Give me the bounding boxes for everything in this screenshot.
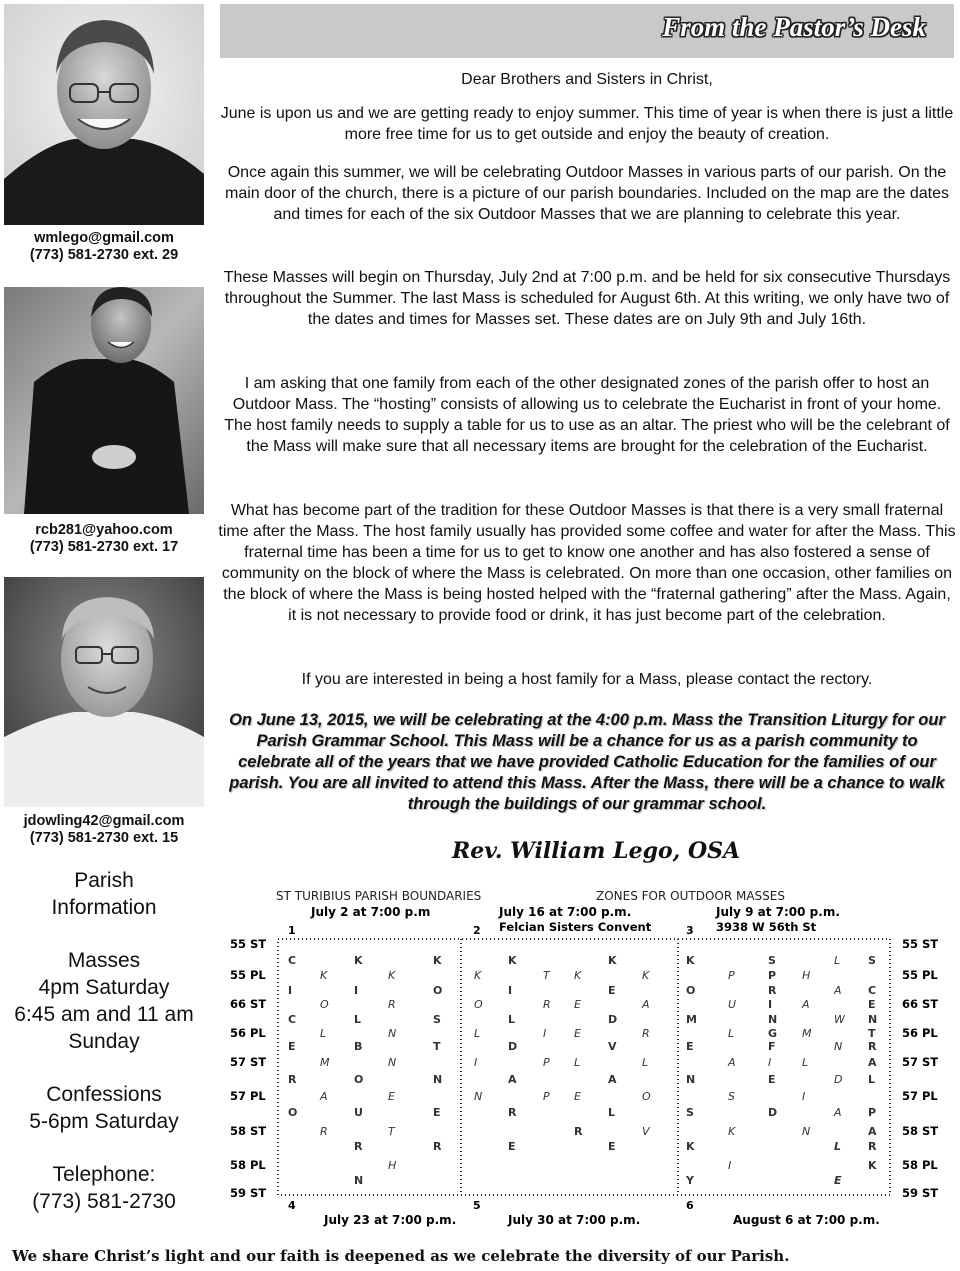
svg-text:K: K [574, 969, 582, 982]
svg-text:E: E [686, 1040, 694, 1053]
svg-text:R: R [543, 998, 551, 1011]
masses-label: Masses [67, 949, 141, 972]
announcement: On June 13, 2015, we will be celebrating at the 4:00 p.m. Mass the Transition Liturgy for our Parish Grammar School. This Mass will be a chance for us as a parish community to celebrate all of the years that we have provided Catholic Education for the families of our parish. You are all invited to attend this Mass. After the Mass, there will be a chance to walk through the buildings of our grammar school. [229, 711, 945, 813]
svg-text:C: C [288, 1013, 297, 1026]
deacon-photo [4, 577, 204, 807]
svg-text:N: N [474, 1090, 483, 1103]
svg-text:R: R [388, 998, 396, 1011]
street-label: 58 PL [230, 1158, 266, 1172]
svg-text:K: K [433, 954, 442, 967]
svg-text:I: I [768, 998, 773, 1011]
svg-text:F: F [768, 1040, 776, 1053]
svg-text:E: E [574, 1090, 581, 1103]
svg-text:T: T [388, 1125, 395, 1138]
svg-text:O: O [686, 984, 696, 997]
telephone-label: Telephone: [52, 1163, 156, 1186]
zone-date: July 16 at 7:00 p.m. [499, 905, 632, 919]
street-label: 57 ST [230, 1055, 267, 1069]
staff-email[interactable]: rcb281@yahoo.com [35, 522, 173, 538]
svg-text:H: H [388, 1159, 397, 1172]
svg-text:K: K [642, 969, 650, 982]
zone-date: July 2 at 7:00 p.m [311, 905, 431, 919]
svg-text:R: R [433, 1140, 442, 1153]
staff-contact [4, 813, 204, 847]
svg-text:E: E [574, 998, 581, 1011]
street-label: 57 ST [902, 1055, 939, 1069]
zone-number: 3 [686, 924, 694, 937]
svg-text:V: V [642, 1125, 650, 1138]
street-label: 66 ST [902, 997, 939, 1011]
svg-text:R: R [868, 1040, 877, 1053]
svg-text:S: S [686, 1106, 694, 1119]
svg-text:P: P [868, 1106, 877, 1119]
svg-text:T: T [433, 1040, 441, 1053]
svg-text:T: T [543, 969, 550, 982]
svg-text:O: O [320, 998, 329, 1011]
svg-text:B: B [354, 1040, 363, 1053]
svg-text:L: L [834, 1140, 842, 1153]
pastor-photo [4, 4, 204, 225]
svg-text:L: L [574, 1056, 581, 1069]
svg-text:I: I [508, 984, 513, 997]
svg-text:N: N [388, 1056, 397, 1069]
street-label: 56 PL [902, 1026, 938, 1040]
svg-text:N: N [388, 1027, 397, 1040]
svg-text:K: K [388, 969, 396, 982]
svg-text:S: S [728, 1090, 735, 1103]
map-title-left: ST TURIBIUS PARISH BOUNDARIES [276, 889, 482, 903]
mass-time: 4pm Saturday [38, 976, 170, 999]
confessions-time: 5-6pm Saturday [29, 1110, 179, 1133]
zone-note: 3938 W 56th St [716, 920, 817, 934]
letter-paragraph: Once again this summer, we will be celebrating Outdoor Masses in various parts of our parish. On the main door of the church, there is a picture of our parish boundaries. Included on the map are the dates and times for each of the six Outdoor Masses that we are planning to celebrate this year. [225, 164, 949, 223]
letter-paragraph: I am asking that one family from each of the other designated zones of the parish offer to host an Outdoor Mass. The “hosting” consists of allowing us to celebrate the Eucharist in front of your home. The host family needs to supply a table for us to use as an altar. The priest who will be the celebrant of the Mass will make sure that all necessary items are brought for the celebration of the Eucharist. [224, 375, 950, 455]
staff-phone: (773) 581-2730 ext. 29 [29, 247, 179, 263]
street-label: 55 PL [230, 968, 266, 982]
svg-text:L: L [320, 1027, 327, 1040]
svg-text:M: M [320, 1056, 330, 1069]
staff-contact [4, 230, 204, 264]
svg-text:K: K [474, 969, 482, 982]
staff-email[interactable]: jdowling42@gmail.com [23, 813, 185, 829]
svg-text:N: N [354, 1174, 364, 1187]
svg-text:A: A [320, 1090, 328, 1103]
svg-text:O: O [433, 984, 443, 997]
zone-number: 5 [473, 1199, 481, 1212]
parish-zone-map [216, 884, 956, 1234]
svg-text:A: A [608, 1073, 617, 1086]
letter-paragraph: These Masses will begin on Thursday, July 2nd at 7:00 p.m. and be held for six consecutive Thursdays throughout the Summer. The last Mass is scheduled for August 6th. At this writing, we only have two of the dates and times for Masses set. These dates are on July 9th and July 16th. [223, 269, 951, 328]
svg-text:I: I [288, 984, 293, 997]
street-label: 66 ST [230, 997, 267, 1011]
svg-text:D: D [834, 1073, 843, 1086]
staff-phone: (773) 581-2730 ext. 17 [29, 539, 179, 555]
svg-text:L: L [802, 1056, 809, 1069]
svg-text:R: R [320, 1125, 328, 1138]
svg-text:R: R [574, 1125, 583, 1138]
associate-pastor-photo [4, 287, 204, 514]
letter-paragraph: If you are interested in being a host family for a Mass, please contact the rectory. [301, 671, 873, 688]
street-label: 58 ST [230, 1124, 267, 1138]
svg-text:E: E [834, 1174, 842, 1187]
map-title-right: ZONES FOR OUTDOOR MASSES [596, 889, 785, 903]
svg-text:P: P [543, 1056, 550, 1069]
zone-date: July 23 at 7:00 p.m. [324, 1213, 457, 1227]
street-labels-left [230, 937, 266, 1200]
svg-text:R: R [642, 1027, 650, 1040]
svg-text:N: N [768, 1013, 778, 1026]
svg-text:O: O [642, 1090, 651, 1103]
svg-text:N: N [868, 1013, 878, 1026]
svg-text:S: S [868, 954, 876, 967]
svg-text:E: E [388, 1090, 395, 1103]
street-label: 57 PL [902, 1089, 938, 1103]
parish-information [4, 867, 204, 1215]
svg-text:N: N [686, 1073, 696, 1086]
svg-text:E: E [608, 1140, 616, 1153]
svg-text:A: A [728, 1056, 736, 1069]
zone-number: 2 [473, 924, 481, 937]
svg-text:N: N [834, 1040, 843, 1053]
svg-text:L: L [608, 1106, 616, 1119]
zone-number: 1 [288, 924, 296, 937]
svg-text:V: V [608, 1040, 617, 1053]
street-label: 59 ST [902, 1186, 939, 1200]
svg-text:E: E [608, 984, 616, 997]
street-label: 55 ST [902, 937, 939, 951]
svg-text:I: I [768, 1056, 772, 1069]
zone-date: August 6 at 7:00 p.m. [733, 1213, 880, 1227]
street-label: 57 PL [230, 1089, 266, 1103]
svg-text:E: E [508, 1140, 516, 1153]
svg-text:R: R [288, 1073, 297, 1086]
svg-text:D: D [508, 1040, 518, 1053]
staff-phone: (773) 581-2730 ext. 15 [29, 830, 179, 846]
svg-text:S: S [768, 954, 776, 967]
svg-text:U: U [728, 998, 737, 1011]
zone-date: July 9 at 7:00 p.m. [716, 905, 840, 919]
svg-text:R: R [354, 1140, 363, 1153]
svg-text:D: D [608, 1013, 618, 1026]
header-banner [220, 4, 954, 58]
svg-text:M: M [802, 1027, 812, 1040]
svg-text:L: L [354, 1013, 362, 1026]
svg-text:K: K [868, 1159, 877, 1172]
svg-text:N: N [802, 1125, 811, 1138]
svg-text:L: L [474, 1027, 481, 1040]
svg-text:L: L [642, 1056, 649, 1069]
street-label: 58 ST [902, 1124, 939, 1138]
svg-text:K: K [508, 954, 517, 967]
street-label: 56 PL [230, 1026, 266, 1040]
zone-note: Felcian Sisters Convent [499, 920, 652, 934]
parish-info-heading: Information [51, 896, 157, 919]
street-label: 55 ST [230, 937, 267, 951]
street-label: 58 PL [902, 1158, 938, 1172]
svg-text:A: A [834, 1106, 842, 1119]
svg-text:R: R [868, 1140, 877, 1153]
svg-text:L: L [868, 1073, 876, 1086]
svg-text:M: M [686, 1013, 697, 1026]
svg-text:I: I [354, 984, 359, 997]
svg-text:P: P [543, 1090, 550, 1103]
svg-text:W: W [834, 1013, 845, 1026]
svg-text:P: P [768, 969, 777, 982]
svg-text:I: I [474, 1056, 478, 1069]
svg-text:O: O [354, 1073, 364, 1086]
zone-date: July 30 at 7:00 p.m. [508, 1213, 641, 1227]
svg-text:A: A [868, 1125, 877, 1138]
svg-text:E: E [433, 1106, 441, 1119]
svg-text:Y: Y [686, 1174, 694, 1187]
letter-paragraph: June is upon us and we are getting ready to enjoy summer. This time of year is when there is just a little more free time for us to get outside and enjoy the beauty of creation. [220, 105, 954, 143]
svg-text:K: K [728, 1125, 736, 1138]
svg-text:I: I [802, 1090, 806, 1103]
svg-text:T: T [868, 1027, 876, 1040]
svg-text:C: C [868, 984, 877, 997]
svg-text:L: L [728, 1027, 735, 1040]
svg-text:I: I [543, 1027, 547, 1040]
svg-text:D: D [768, 1106, 778, 1119]
svg-text:O: O [474, 998, 483, 1011]
svg-text:K: K [608, 954, 617, 967]
svg-text:R: R [768, 984, 777, 997]
svg-text:K: K [354, 954, 363, 967]
page-title: From the Pastor’s Desk [662, 12, 926, 42]
telephone-number[interactable]: (773) 581-2730 [32, 1190, 176, 1213]
zone-number: 4 [288, 1199, 296, 1212]
svg-text:S: S [433, 1013, 441, 1026]
confessions-label: Confessions [46, 1083, 162, 1106]
svg-text:N: N [433, 1073, 443, 1086]
svg-text:E: E [288, 1040, 296, 1053]
svg-text:K: K [686, 954, 695, 967]
svg-text:O: O [288, 1106, 298, 1119]
svg-text:P: P [728, 969, 735, 982]
svg-text:I: I [728, 1159, 732, 1172]
street-labels-right [902, 937, 938, 1200]
svg-text:U: U [354, 1106, 363, 1119]
svg-text:E: E [868, 998, 876, 1011]
mass-time: 6:45 am and 11 am [14, 1003, 194, 1026]
svg-text:A: A [508, 1073, 517, 1086]
staff-email[interactable]: wmlego@gmail.com [34, 230, 174, 246]
street-label: 59 ST [230, 1186, 267, 1200]
svg-text:A: A [834, 984, 842, 997]
svg-text:E: E [768, 1073, 776, 1086]
mass-time: Sunday [68, 1030, 140, 1053]
svg-text:K: K [320, 969, 328, 982]
svg-text:K: K [686, 1140, 695, 1153]
svg-text:R: R [508, 1106, 517, 1119]
svg-text:A: A [642, 998, 650, 1011]
footer-tagline: We share Christ’s light and our faith is deepened as we celebrate the diversity of our Parish. [12, 1247, 790, 1265]
svg-text:L: L [508, 1013, 516, 1026]
svg-text:L: L [834, 954, 841, 967]
svg-text:A: A [868, 1056, 877, 1069]
svg-text:A: A [802, 998, 810, 1011]
street-label: 55 PL [902, 968, 938, 982]
letter-paragraph: What has become part of the tradition for these Outdoor Masses is that there is a very small fraternal time after the Mass. The host family usually has provided some coffee and water for after the Mass. This fraternal time has been a time for us to get to know one another and has also fostered a sense of community on the block of where the Mass is celebrated. On more than one occasion, other families on the block of where the Mass is being hosted helped with the “fraternal gathering” after the Mass. Again, it is not necessary to provide food or drink, it has just become part of the celebration. [218, 502, 956, 624]
zone-number: 6 [686, 1199, 694, 1212]
letter-greeting: Dear Brothers and Sisters in Christ, [461, 71, 713, 88]
svg-text:G: G [768, 1027, 778, 1040]
svg-text:H: H [802, 969, 811, 982]
parish-info-heading: Parish [74, 869, 134, 892]
svg-text:C: C [288, 954, 297, 967]
staff-contact [4, 522, 204, 556]
svg-text:E: E [574, 1027, 581, 1040]
signature: Rev. William Lego, OSA [452, 838, 741, 864]
